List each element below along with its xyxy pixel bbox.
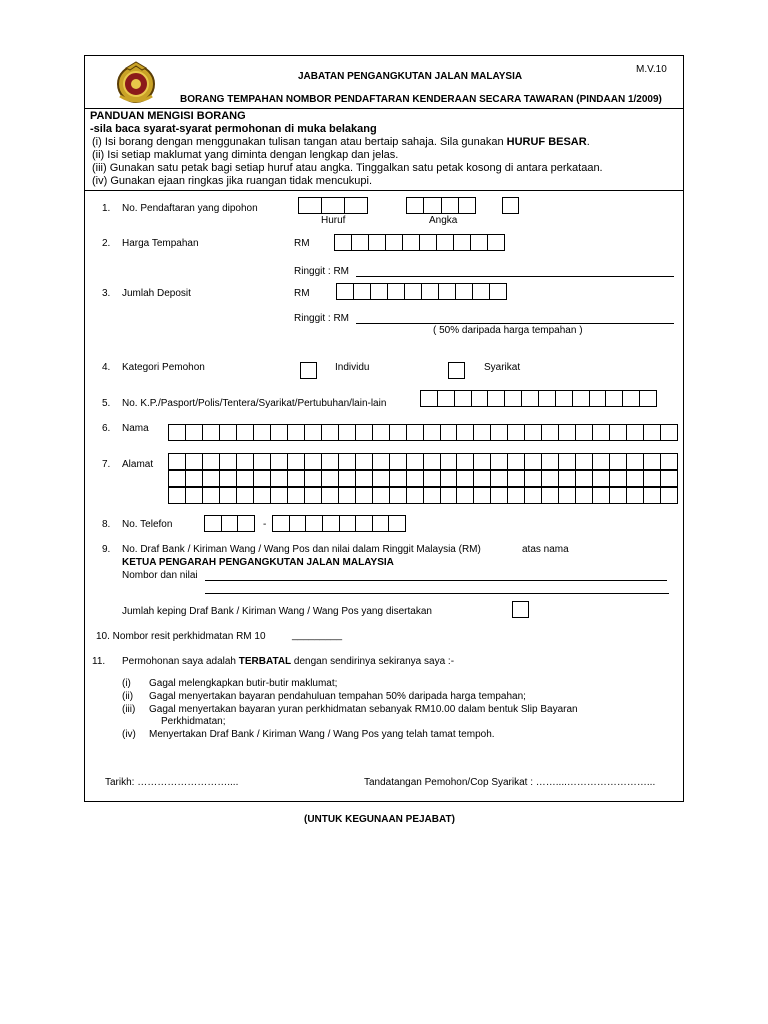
char-cell[interactable] (454, 235, 471, 250)
char-cell[interactable] (335, 235, 352, 250)
char-cell[interactable] (542, 454, 559, 469)
char-cell[interactable] (610, 454, 627, 469)
char-cell[interactable] (407, 425, 424, 440)
jumlah-deposit-boxes[interactable] (336, 283, 507, 300)
reg-letters-boxes[interactable] (298, 197, 368, 214)
syarikat-label: Syarikat (484, 362, 521, 373)
field-2-ringgit-line[interactable] (356, 276, 674, 277)
field-1-number: 1. (102, 203, 111, 214)
jpj-crest-logo (114, 60, 158, 106)
field-3-ringgit: Ringgit : RM (294, 313, 350, 324)
char-cell[interactable] (456, 284, 473, 299)
char-cell[interactable] (405, 284, 422, 299)
char-cell[interactable] (322, 198, 345, 213)
reg-digits-boxes[interactable] (406, 197, 476, 214)
char-cell[interactable] (237, 471, 254, 486)
char-cell[interactable] (610, 425, 627, 440)
char-cell[interactable] (373, 516, 390, 531)
field-5-label: No. K.P./Pasport/Polis/Tentera/Syarikat/Pertubuhan/lain-lain (122, 398, 387, 409)
char-cell[interactable] (508, 488, 525, 503)
char-cell[interactable] (503, 198, 518, 213)
char-cell[interactable] (610, 488, 627, 503)
char-cell[interactable] (559, 471, 576, 486)
char-cell[interactable] (205, 516, 222, 531)
char-cell[interactable] (640, 391, 656, 406)
field-11-bold: TERBATAL (238, 656, 292, 667)
jumlah-keping-box[interactable] (512, 601, 529, 618)
char-cell[interactable] (237, 454, 254, 469)
char-cell[interactable] (488, 391, 505, 406)
char-cell[interactable] (525, 454, 542, 469)
field-2-ringgit: Ringgit : RM (294, 266, 350, 277)
char-cell[interactable] (254, 488, 271, 503)
char-cell[interactable] (305, 471, 322, 486)
char-cell[interactable] (305, 488, 322, 503)
char-cell[interactable] (593, 471, 610, 486)
char-cell[interactable] (186, 454, 203, 469)
char-cell[interactable] (623, 391, 640, 406)
char-cell[interactable] (337, 284, 354, 299)
char-cell[interactable] (386, 235, 403, 250)
tarikh-field[interactable]: Tarikh: ……………………….... (105, 777, 239, 788)
char-cell[interactable] (288, 471, 305, 486)
char-cell[interactable] (305, 454, 322, 469)
field-11-post: dengan sendirinya sekiranya saya :- (291, 656, 455, 667)
char-cell[interactable] (422, 284, 439, 299)
char-cell[interactable] (373, 425, 390, 440)
field-2-rm: RM (294, 238, 310, 249)
field-11-iv-num: (iv) (122, 729, 136, 740)
char-cell[interactable] (457, 471, 474, 486)
char-cell[interactable] (403, 235, 420, 250)
char-cell[interactable] (644, 471, 661, 486)
individu-label: Individu (335, 362, 370, 373)
char-cell[interactable] (369, 235, 386, 250)
char-cell[interactable] (388, 284, 405, 299)
char-cell[interactable] (472, 391, 489, 406)
field-11-iii-num: (iii) (122, 704, 136, 715)
char-cell[interactable] (459, 198, 475, 213)
char-cell[interactable] (220, 488, 237, 503)
char-cell[interactable] (290, 516, 307, 531)
field-11-i: Gagal melengkapkan butir-butir maklumat; (149, 678, 338, 689)
syarikat-checkbox[interactable] (448, 362, 465, 379)
field-11-iii: Gagal menyertakan bayaran yuran perkhidmatan sebanyak RM10.00 dalam bentuk Slip Bayaran (149, 704, 578, 715)
char-cell[interactable] (271, 425, 288, 440)
telefon-dash: - (263, 519, 267, 530)
char-cell[interactable] (576, 471, 593, 486)
telefon-prefix-boxes[interactable] (204, 515, 255, 532)
alamat-row-1-boxes[interactable] (168, 453, 678, 470)
char-cell[interactable] (373, 454, 390, 469)
char-cell[interactable] (525, 471, 542, 486)
char-cell[interactable] (491, 425, 508, 440)
field-10-blank[interactable]: _________ (292, 630, 343, 641)
char-cell[interactable] (457, 454, 474, 469)
field-11-pre: Permohonan saya adalah (122, 656, 239, 667)
field-3-number: 3. (102, 288, 111, 299)
char-cell[interactable] (474, 454, 491, 469)
char-cell[interactable] (610, 471, 627, 486)
char-cell[interactable] (339, 454, 356, 469)
char-cell[interactable] (455, 391, 472, 406)
char-cell[interactable] (169, 471, 186, 486)
form-title: BORANG TEMPAHAN NOMBOR PENDAFTARAN KENDERAAN SECARA TAWARAN (PINDAAN 1/2009) (180, 94, 662, 105)
field-2-number: 2. (102, 238, 111, 249)
char-cell[interactable] (525, 488, 542, 503)
char-cell[interactable] (186, 471, 203, 486)
char-cell[interactable] (542, 425, 559, 440)
char-cell[interactable] (627, 471, 644, 486)
field-5-number: 5. (102, 398, 111, 409)
field-6-number: 6. (102, 423, 111, 434)
field-11-iii-cont: Perkhidmatan; (161, 716, 226, 727)
field-1-label: No. Pendaftaran yang dipohon (122, 203, 258, 214)
char-cell[interactable] (322, 454, 339, 469)
char-cell[interactable] (539, 391, 556, 406)
char-cell[interactable] (288, 488, 305, 503)
char-cell[interactable] (606, 391, 623, 406)
char-cell[interactable] (661, 425, 677, 440)
char-cell[interactable] (424, 488, 441, 503)
guide-item-i (92, 136, 590, 148)
char-cell[interactable] (169, 488, 186, 503)
guide-item-i-bold: HURUF BESAR (506, 136, 587, 148)
field-11-i-num: (i) (122, 678, 131, 689)
char-cell[interactable] (508, 471, 525, 486)
char-cell[interactable] (339, 425, 356, 440)
char-cell[interactable] (220, 471, 237, 486)
char-cell[interactable] (576, 488, 593, 503)
char-cell[interactable] (438, 391, 455, 406)
char-cell[interactable] (491, 454, 508, 469)
char-cell[interactable] (322, 471, 339, 486)
field-8-number: 8. (102, 519, 111, 530)
char-cell[interactable] (238, 516, 254, 531)
alamat-row-2-boxes[interactable] (168, 470, 678, 487)
char-cell[interactable] (513, 602, 528, 617)
char-cell[interactable] (559, 488, 576, 503)
guide-item-i-text: (i) Isi borang dengan menggunakan tulisan tangan atau bertaip sahaja. Sila gunakan (92, 136, 507, 148)
field-8-label: No. Telefon (122, 519, 173, 530)
char-cell[interactable] (371, 284, 388, 299)
char-cell[interactable] (323, 516, 340, 531)
char-cell[interactable] (421, 391, 438, 406)
office-use-heading: (UNTUK KEGUNAAN PEJABAT) (304, 814, 455, 825)
char-cell[interactable] (559, 454, 576, 469)
char-cell[interactable] (407, 488, 424, 503)
char-cell[interactable] (627, 488, 644, 503)
char-cell[interactable] (474, 425, 491, 440)
char-cell[interactable] (390, 488, 407, 503)
char-cell[interactable] (339, 488, 356, 503)
field-9-label: No. Draf Bank / Kiriman Wang / Wang Pos dan nilai dalam Ringgit Malaysia (RM) (122, 544, 481, 555)
char-cell[interactable] (473, 284, 490, 299)
char-cell[interactable] (424, 425, 441, 440)
agency-name: JABATAN PENGANGKUTAN JALAN MALAYSIA (298, 71, 523, 82)
field-9-number: 9. (102, 544, 111, 555)
char-cell[interactable] (644, 454, 661, 469)
field-11-number: 11. (92, 656, 106, 667)
char-cell[interactable] (474, 471, 491, 486)
char-cell[interactable] (437, 235, 454, 250)
char-cell[interactable] (390, 471, 407, 486)
field-4-label: Kategori Pemohon (122, 362, 205, 373)
char-cell[interactable] (441, 425, 458, 440)
field-11-ii: Gagal menyertakan bayaran pendahuluan tempahan 50% daripada harga tempahan; (149, 691, 526, 702)
char-cell[interactable] (542, 471, 559, 486)
char-cell[interactable] (441, 488, 458, 503)
angka-label: Angka (429, 215, 458, 226)
char-cell[interactable] (576, 454, 593, 469)
char-cell[interactable] (474, 488, 491, 503)
char-cell[interactable] (186, 425, 203, 440)
char-cell[interactable] (559, 425, 576, 440)
char-cell[interactable] (306, 516, 323, 531)
form-code: M.V.10 (636, 64, 667, 75)
individu-checkbox[interactable] (300, 362, 317, 379)
char-cell[interactable] (627, 425, 644, 440)
char-cell[interactable] (203, 471, 220, 486)
guide-item-ii: (ii) Isi setiap maklumat yang diminta dengan lengkap dan jelas. (92, 149, 399, 161)
field-3-note: ( 50% daripada harga tempahan ) (433, 325, 583, 336)
huruf-label: Huruf (321, 215, 346, 226)
char-cell[interactable] (471, 235, 488, 250)
char-cell[interactable] (299, 198, 322, 213)
char-cell[interactable] (661, 454, 677, 469)
char-cell[interactable] (491, 488, 508, 503)
char-cell[interactable] (424, 198, 441, 213)
char-cell[interactable] (271, 471, 288, 486)
char-cell[interactable] (222, 516, 239, 531)
char-cell[interactable] (407, 471, 424, 486)
char-cell[interactable] (449, 363, 464, 378)
char-cell[interactable] (407, 454, 424, 469)
char-cell[interactable] (356, 516, 373, 531)
char-cell[interactable] (491, 471, 508, 486)
char-cell[interactable] (593, 425, 610, 440)
char-cell[interactable] (356, 425, 373, 440)
char-cell[interactable] (186, 488, 203, 503)
char-cell[interactable] (576, 425, 593, 440)
char-cell[interactable] (457, 488, 474, 503)
char-cell[interactable] (439, 284, 456, 299)
char-cell[interactable] (442, 198, 459, 213)
char-cell[interactable] (505, 391, 522, 406)
field-2-label: Harga Tempahan (122, 238, 199, 249)
char-cell[interactable] (593, 454, 610, 469)
char-cell[interactable] (490, 284, 506, 299)
char-cell[interactable] (488, 235, 504, 250)
char-cell[interactable] (389, 516, 405, 531)
char-cell[interactable] (340, 516, 357, 531)
char-cell[interactable] (424, 471, 441, 486)
char-cell[interactable] (354, 284, 371, 299)
alamat-row-3-boxes[interactable] (168, 487, 678, 504)
guide-item-iv: (iv) Gunakan ejaan ringkas jika ruangan tidak mencukupi. (92, 175, 373, 187)
char-cell[interactable] (373, 471, 390, 486)
char-cell[interactable] (254, 454, 271, 469)
field-11-iv: Menyertakan Draf Bank / Kiriman Wang / Wang Pos yang telah tamat tempoh. (149, 729, 495, 740)
field-4-number: 4. (102, 362, 111, 373)
char-cell[interactable] (556, 391, 573, 406)
field-9-nombor-line-1[interactable] (205, 580, 667, 581)
field-11-label (122, 656, 454, 668)
char-cell[interactable] (288, 454, 305, 469)
guide-item-i-suffix: . (586, 136, 590, 148)
char-cell[interactable] (644, 425, 661, 440)
char-cell[interactable] (627, 454, 644, 469)
char-cell[interactable] (322, 425, 339, 440)
char-cell[interactable] (661, 471, 677, 486)
field-3-ringgit-line[interactable] (356, 323, 674, 324)
char-cell[interactable] (352, 235, 369, 250)
char-cell[interactable] (424, 454, 441, 469)
char-cell[interactable] (390, 454, 407, 469)
char-cell[interactable] (407, 198, 424, 213)
nama-boxes[interactable] (168, 424, 678, 441)
char-cell[interactable] (339, 471, 356, 486)
field-10-label: 10. Nombor resit perkhidmatan RM 10 (96, 631, 266, 642)
char-cell[interactable] (525, 425, 542, 440)
char-cell[interactable] (644, 488, 661, 503)
char-cell[interactable] (220, 454, 237, 469)
field-9-atas-nama: atas nama (522, 544, 569, 555)
guide-subtitle: -sila baca syarat-syarat permohonan di muka belakang (90, 123, 377, 135)
char-cell[interactable] (508, 454, 525, 469)
char-cell[interactable] (441, 454, 458, 469)
char-cell[interactable] (542, 488, 559, 503)
char-cell[interactable] (522, 391, 539, 406)
char-cell[interactable] (203, 488, 220, 503)
char-cell[interactable] (254, 471, 271, 486)
tandatangan-field[interactable]: Tandatangan Pemohon/Cop Syarikat : ……....……………………... (364, 777, 656, 788)
char-cell[interactable] (254, 425, 271, 440)
char-cell[interactable] (345, 198, 367, 213)
char-cell[interactable] (508, 425, 525, 440)
char-cell[interactable] (441, 471, 458, 486)
field-9-payee: KETUA PENGARAH PENGANGKUTAN JALAN MALAYSIA (122, 557, 394, 568)
char-cell[interactable] (356, 471, 373, 486)
field-3-rm: RM (294, 288, 310, 299)
char-cell[interactable] (420, 235, 437, 250)
char-cell[interactable] (237, 425, 254, 440)
char-cell[interactable] (169, 454, 186, 469)
char-cell[interactable] (220, 425, 237, 440)
char-cell[interactable] (203, 425, 220, 440)
char-cell[interactable] (661, 488, 677, 503)
char-cell[interactable] (288, 425, 305, 440)
char-cell[interactable] (593, 488, 610, 503)
field-7-number: 7. (102, 459, 111, 470)
guide-title: PANDUAN MENGISI BORANG (90, 110, 246, 122)
telefon-number-boxes[interactable] (272, 515, 406, 532)
char-cell[interactable] (322, 488, 339, 503)
char-cell[interactable] (273, 516, 290, 531)
char-cell[interactable] (590, 391, 607, 406)
char-cell[interactable] (390, 425, 407, 440)
field-9-nombor-line-2[interactable] (205, 593, 669, 594)
char-cell[interactable] (237, 488, 254, 503)
field-6-label: Nama (122, 423, 149, 434)
reg-suffix-box[interactable] (502, 197, 519, 214)
field-7-label: Alamat (122, 459, 154, 470)
harga-tempahan-boxes[interactable] (334, 234, 505, 251)
char-cell[interactable] (373, 488, 390, 503)
field-11-ii-num: (ii) (122, 691, 134, 702)
char-cell[interactable] (301, 363, 316, 378)
guide-item-iii: (iii) Gunakan satu petak bagi setiap huruf atau angka. Tinggalkan satu petak kosong di antara perkataan. (92, 162, 603, 174)
char-cell[interactable] (356, 488, 373, 503)
char-cell[interactable] (457, 425, 474, 440)
id-number-boxes[interactable] (420, 390, 657, 407)
char-cell[interactable] (271, 488, 288, 503)
char-cell[interactable] (305, 425, 322, 440)
field-9-nombor-label: Nombor dan nilai (122, 570, 198, 581)
char-cell[interactable] (271, 454, 288, 469)
field-9-jumlah-label: Jumlah keping Draf Bank / Kiriman Wang / Wang Pos yang disertakan (122, 606, 432, 617)
char-cell[interactable] (356, 454, 373, 469)
char-cell[interactable] (169, 425, 186, 440)
field-3-label: Jumlah Deposit (122, 288, 191, 299)
char-cell[interactable] (573, 391, 590, 406)
char-cell[interactable] (203, 454, 220, 469)
